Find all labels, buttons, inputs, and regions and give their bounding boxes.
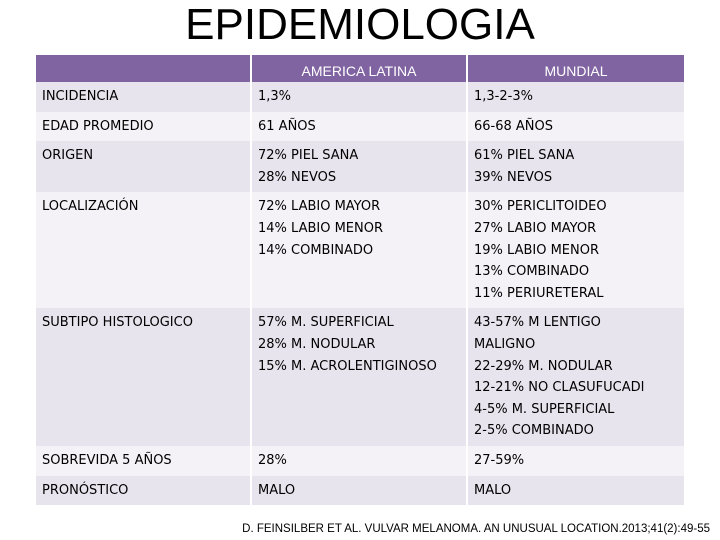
row-label-text: ORIGEN <box>42 148 94 164</box>
cell-line: 14% LABIO MENOR <box>258 220 383 236</box>
table-row <box>36 141 684 192</box>
row-label-text: LOCALIZACIÓN <box>42 199 139 215</box>
cell-line: 19% LABIO MENOR <box>474 242 599 258</box>
cell-line: 39% NEVOS <box>474 169 553 185</box>
cell-line: 57% M. SUPERFICIAL <box>258 315 394 331</box>
row-label <box>36 141 251 192</box>
cell-line: 15% M. ACROLENTIGINOSO <box>258 358 437 374</box>
cell-mundial <box>467 446 684 476</box>
row-label-text: PRONÓSTICO <box>42 482 129 498</box>
header-empty <box>36 55 251 82</box>
cell-mundial <box>467 192 684 308</box>
cell-mundial <box>467 112 684 142</box>
cell-line: 14% COMBINADO <box>258 242 374 258</box>
row-label <box>36 308 251 446</box>
cell-line: 72% PIEL SANA <box>258 148 359 164</box>
cell-line: 1,3% <box>258 89 292 104</box>
cell-mundial <box>467 82 684 112</box>
cell-mundial <box>467 141 684 192</box>
header-america-latina: AMERICA LATINA <box>251 55 467 82</box>
cell-line: MALO <box>258 482 296 498</box>
cell-line: 11% PERIURETERAL <box>474 285 604 301</box>
table-header-row <box>36 55 684 82</box>
cell-line: 30% PERICLITOIDEO <box>474 199 607 215</box>
cell-america-latina <box>251 308 467 446</box>
cell-line: 28% M. NODULAR <box>258 336 376 352</box>
citation: D. FEINSILBER ET AL. VULVAR MELANOMA. AN UNUSUAL LOCATION.2013;41(2):49-55 <box>242 523 710 535</box>
cell-line: 27% LABIO MAYOR <box>474 220 597 236</box>
cell-line: 28% NEVOS <box>258 169 337 185</box>
cell-line: MALO <box>474 482 512 498</box>
table-row <box>36 192 684 308</box>
cell-line: 27-59% <box>474 452 525 468</box>
cell-america-latina <box>251 446 467 476</box>
cell-america-latina <box>251 141 467 192</box>
cell-america-latina <box>251 476 467 506</box>
cell-line: 28% <box>258 452 287 468</box>
row-label-text: SUBTIPO HISTOLOGICO <box>42 315 193 331</box>
table-row <box>36 112 684 142</box>
cell-line: 61 AÑOS <box>258 118 316 134</box>
row-label <box>36 446 251 476</box>
cell-mundial <box>467 476 684 506</box>
table-row <box>36 476 684 506</box>
cell-line: 66-68 AÑOS <box>474 118 554 134</box>
epidemiology-table <box>36 55 684 505</box>
cell-line: 2-5% COMBINADO <box>474 423 594 439</box>
page-title: EPIDEMIOLOGIA <box>185 0 535 49</box>
cell-line: 43-57% M LENTIGO <box>474 315 601 331</box>
cell-line: 72% LABIO MAYOR <box>258 199 381 215</box>
cell-america-latina <box>251 112 467 142</box>
cell-america-latina <box>251 82 467 112</box>
row-label <box>36 112 251 142</box>
row-label <box>36 476 251 506</box>
cell-line: MALIGNO <box>474 336 536 352</box>
table-row <box>36 308 684 446</box>
table-row <box>36 446 684 476</box>
row-label <box>36 192 251 308</box>
cell-line: 12-21% NO CLASUFUCADI <box>474 380 645 396</box>
row-label-text: INCIDENCIA <box>42 89 119 104</box>
cell-line: 1,3-2-3% <box>474 89 533 104</box>
cell-line: 13% COMBINADO <box>474 264 590 280</box>
cell-mundial <box>467 308 684 446</box>
header-mundial: MUNDIAL <box>467 55 684 82</box>
cell-america-latina <box>251 192 467 308</box>
cell-line: 4-5% M. SUPERFICIAL <box>474 401 615 417</box>
row-label <box>36 82 251 112</box>
table-row <box>36 82 684 112</box>
row-label-text: EDAD PROMEDIO <box>42 118 154 134</box>
cell-line: 22-29% M. NODULAR <box>474 358 613 374</box>
row-label-text: SOBREVIDA 5 AÑOS <box>42 452 172 468</box>
cell-line: 61% PIEL SANA <box>474 148 575 164</box>
